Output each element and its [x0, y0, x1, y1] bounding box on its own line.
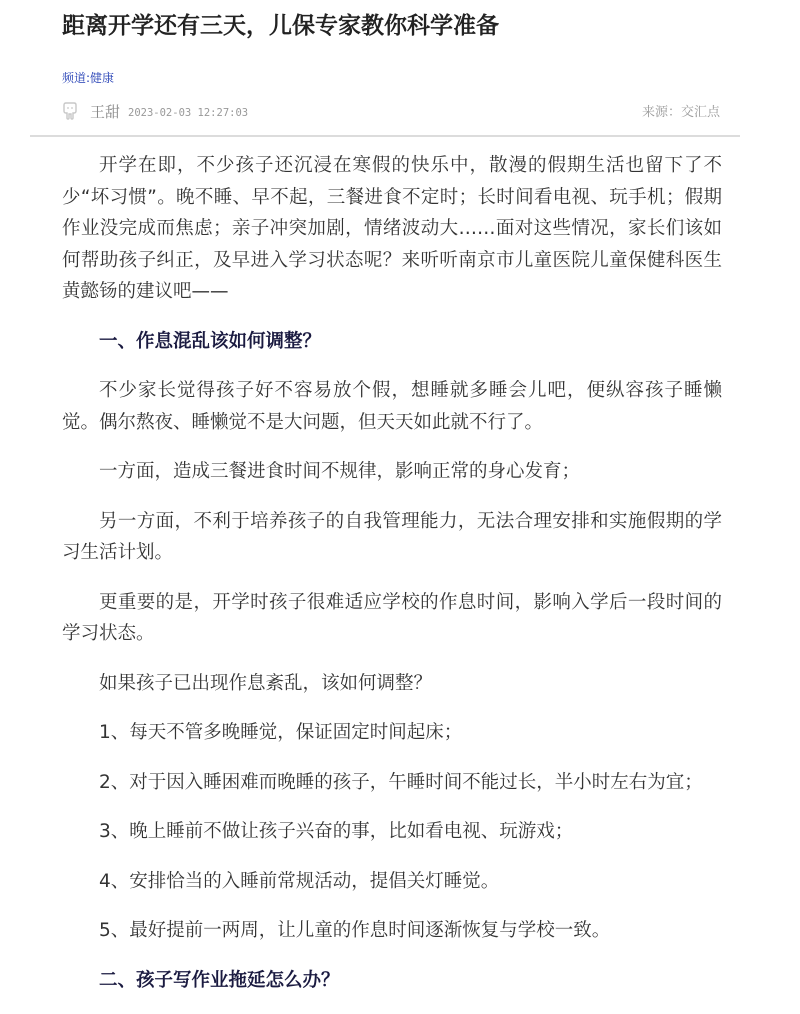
channel-label: 频道: [62, 71, 91, 85]
tip-item: 2、对于因入睡困难而晚睡的孩子，午睡时间不能过长，半小时左右为宜； [99, 771, 703, 793]
section-heading-1: 一、作息混乱该如何调整？ [99, 330, 322, 352]
article-source: 来源：交汇点 [641, 105, 720, 120]
tip-item: 4、安排恰当的入睡前常规活动，提倡关灯睡觉。 [99, 870, 500, 892]
channel-link[interactable] [62, 71, 114, 85]
tip-item: 3、晚上睡前不做让孩子兴奋的事，比如看电视、玩游戏； [99, 821, 574, 842]
intro-paragraph: 开学在即，不少孩子还沉浸在寒假的快乐中，散漫的假期生活也留下了不少“坏习惯”。晚不睡、早不起，三餐进食不定时；长时间看电视、玩手机；假期作业没完成而焦虑；亲子冲突加剧，情绪波动大……面对这些情况，家长们该如何帮助孩子纠正，及早进入学习状态呢？来听听南京市儿童医院儿童保健科医生黄懿钖的建议吧—— [62, 155, 722, 302]
channel-value: 健康 [90, 71, 115, 85]
paragraph: 一方面，造成三餐进食时间不规律，影响正常的身心发育； [99, 461, 581, 482]
article-title: 距离开学还有三天，儿保专家教你科学准备 [62, 12, 499, 39]
channel-info [62, 70, 114, 86]
paragraph: 另一方面，不利于培养孩子的自我管理能力，无法合理安排和实施假期的学习生活计划。 [62, 510, 722, 563]
article-body [62, 150, 722, 1014]
paragraph: 如果孩子已出现作息紊乱，该如何调整？ [99, 672, 433, 694]
paragraph: 不少家长觉得孩子好不容易放个假，想睡就多睡会儿吧，便纵容孩子睡懒觉。偶尔熬夜、睡懒觉不是大问题，但天天如此就不行了。 [62, 380, 722, 433]
paragraph: 更重要的是，开学时孩子很难适应学校的作息时间，影响入学后一段时间的学习状态。 [62, 591, 722, 644]
tip-item: 1、每天不管多晚睡觉，保证固定时间起床； [99, 722, 463, 743]
section-heading-2: 二、孩子写作业拖延怎么办？ [99, 969, 340, 991]
publish-date: 2023-02-03 12:27:03 [128, 107, 249, 119]
tip-item: 5、最好提前一两周，让儿童的作息时间逐渐恢复与学校一致。 [99, 920, 611, 941]
article-meta [62, 100, 720, 124]
author-name: 王甜 [90, 103, 121, 121]
author-avatar-icon [62, 102, 78, 120]
header-divider [30, 135, 740, 137]
